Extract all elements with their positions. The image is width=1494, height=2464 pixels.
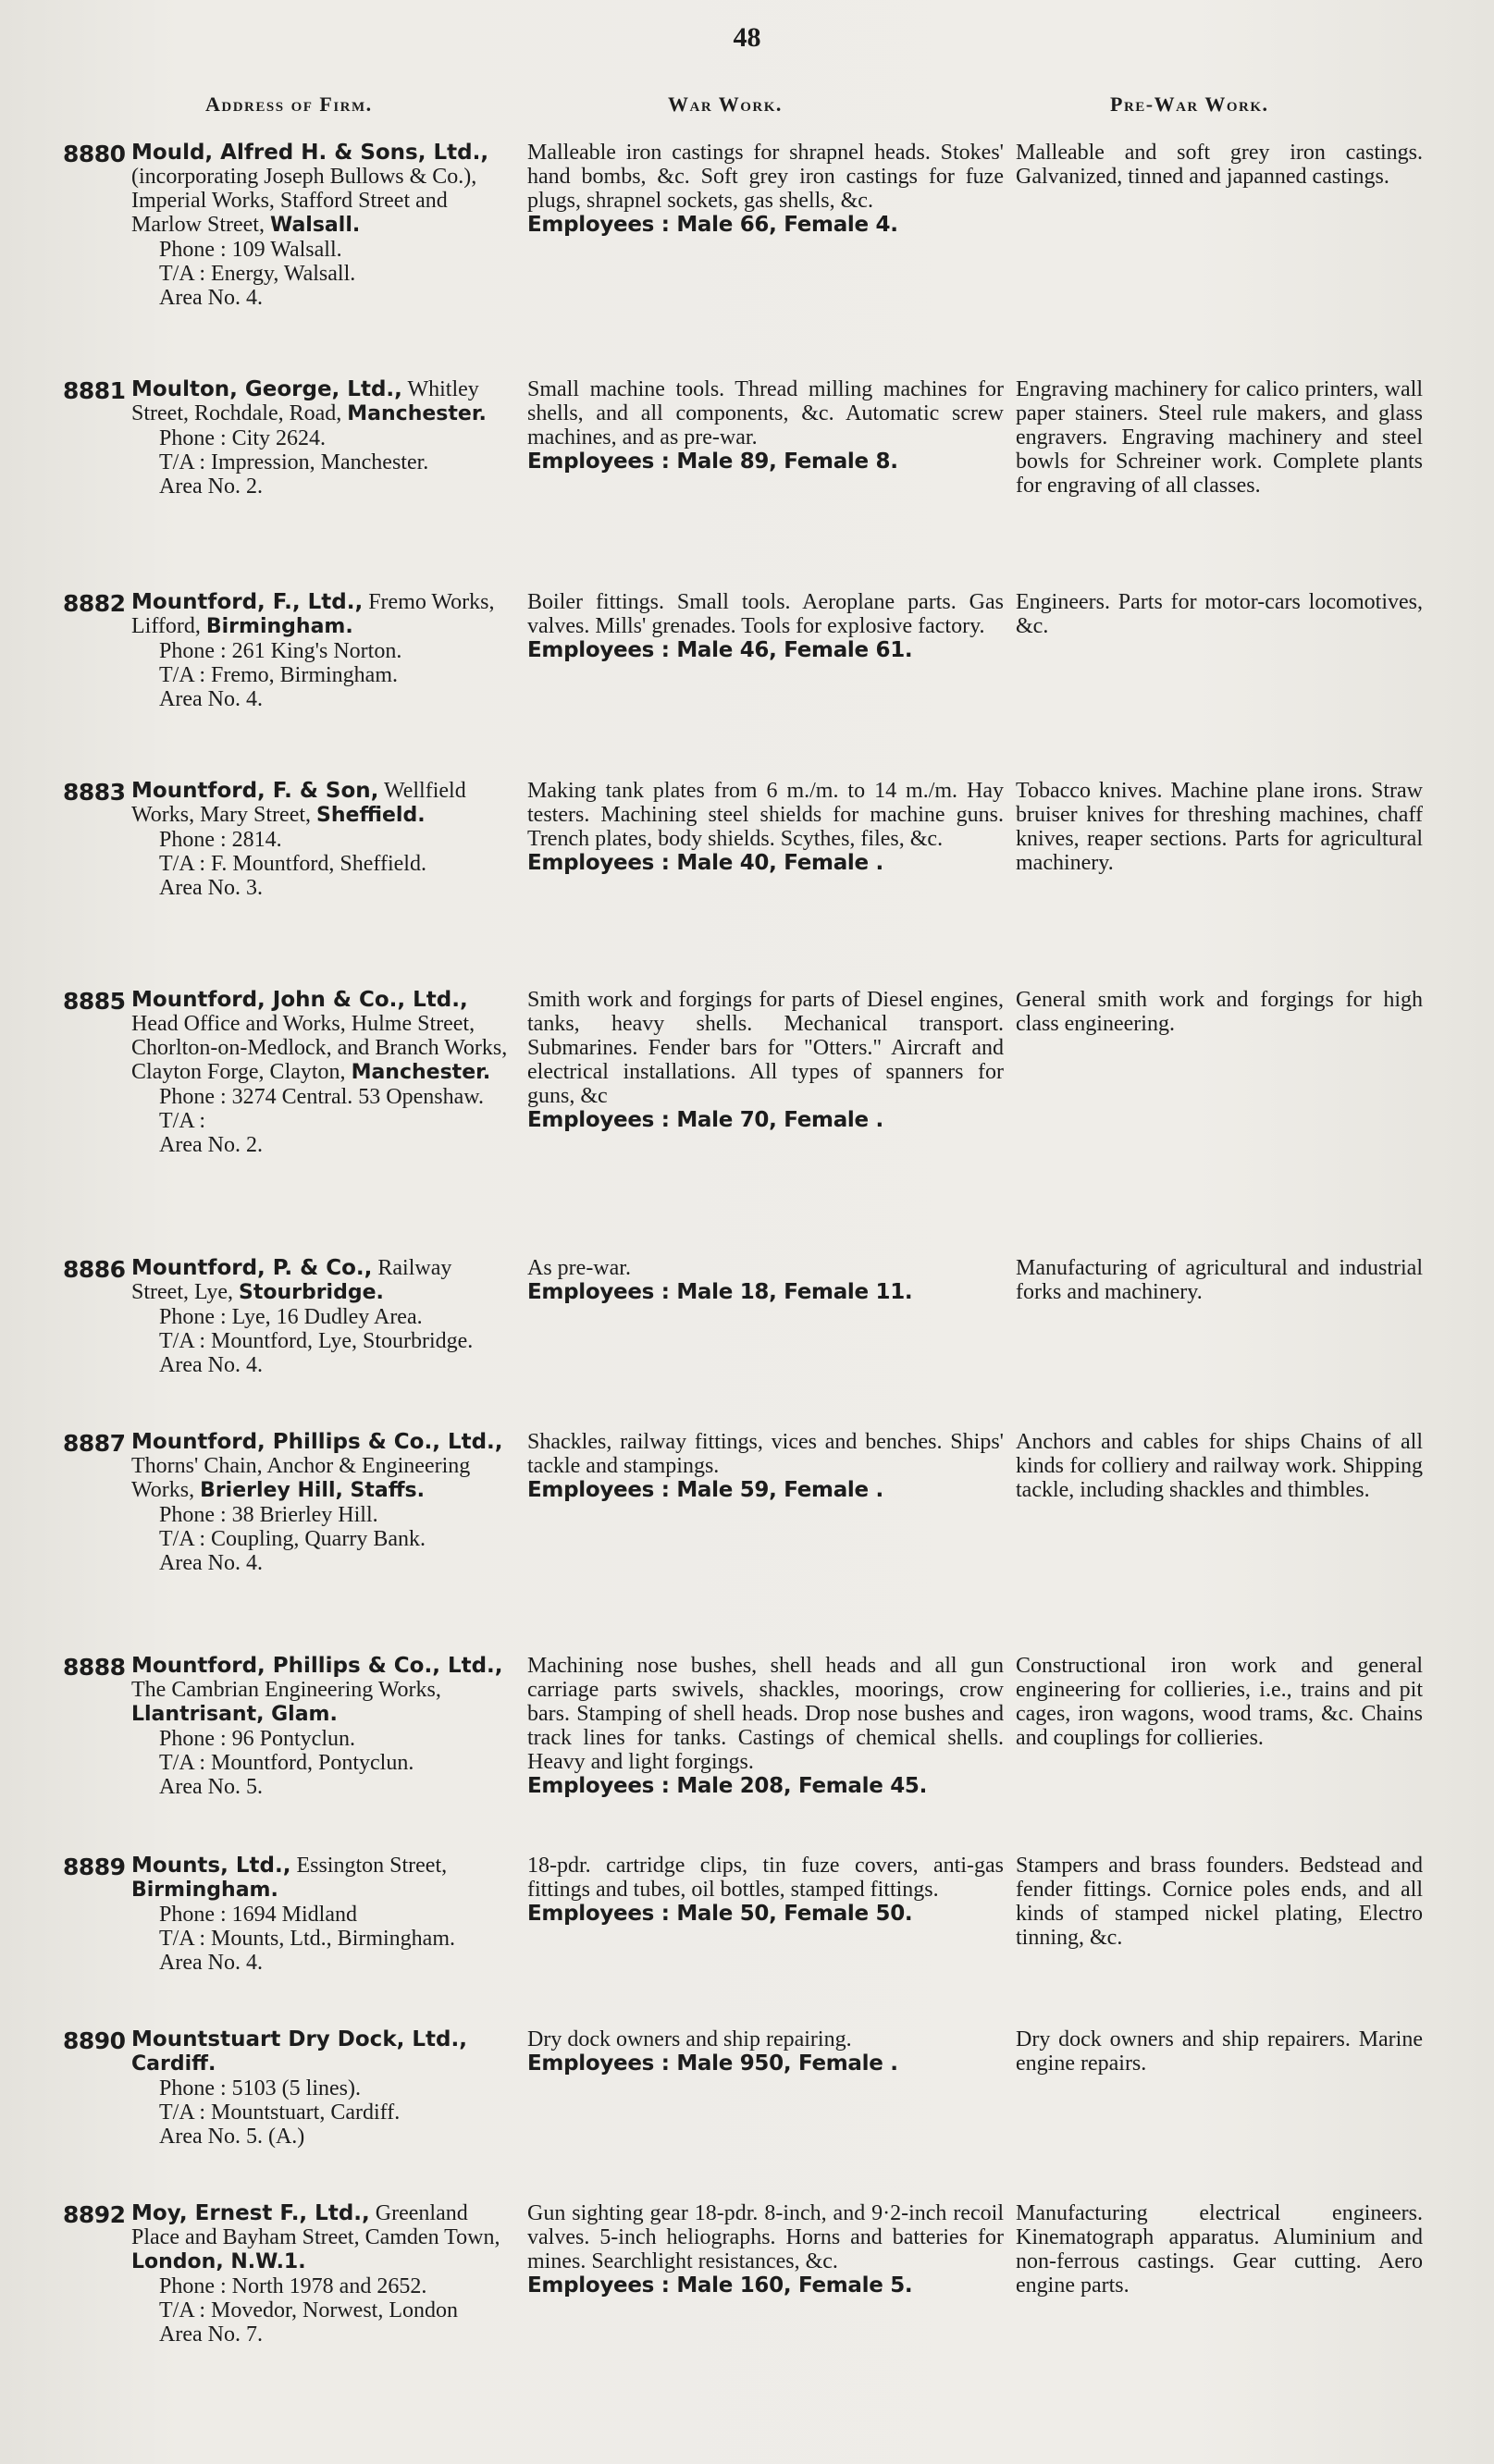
firm-name: Mountford, F., Ltd., [131, 590, 364, 614]
phone: Phone : City 2624. [159, 426, 327, 450]
firm-address [131, 2201, 511, 2347]
war-work-text: Smith work and forgings for parts of Diesel engines, tanks, heavy shells. Mechanical transport. Submarines. Fender bars for "Otters." Aircraft and electrical installations. All types of spanners for guns, &c [527, 988, 1004, 1108]
pre-war-work-text: Manufacturing of agricultural and industrial forks and machinery. [1016, 1256, 1423, 1304]
firm-address [131, 1654, 511, 1799]
war-work-text: 18-pdr. cartridge clips, tin fuze covers, anti-gas fittings and tubes, oil bottles, stamped fittings. [527, 1854, 1004, 1902]
area: Area No. 5. [159, 1775, 263, 1799]
war-work [527, 1854, 1004, 1926]
street-address: Head Office and Works, Hulme Street, Chorlton-on-Medlock, and Branch Works, Clayton Forge, Clayton, [131, 1012, 508, 1084]
area: Area No. 4. [159, 1353, 263, 1377]
street-address: Thorns' Chain, Anchor & Engineering Works, [131, 1454, 471, 1502]
street-address: Fremo Works, Lifford, [131, 590, 495, 638]
street-address: Greenland Place and Bayham Street, Camden Town, [131, 2201, 500, 2249]
phone: Phone : 2814. [159, 828, 282, 852]
city: Walsall. [269, 214, 361, 237]
entry-number: 8889 [63, 1854, 126, 1880]
war-work [527, 988, 1004, 1132]
firm-name: Mountstuart Dry Dock, Ltd., [131, 2027, 467, 2051]
area: Area No. 7. [159, 2322, 263, 2347]
war-work [527, 1654, 1004, 1798]
telegraphic-address: T/A : Mountford, Lye, Stourbridge. [159, 1329, 474, 1353]
pre-war-work [1016, 141, 1423, 189]
phone: Phone : 3274 Central. 53 Openshaw. [159, 1085, 485, 1109]
entry-number: 8887 [63, 1430, 126, 1457]
entry-number: 8890 [63, 2027, 126, 2054]
pre-war-work [1016, 779, 1423, 875]
street-address: Whitley Street, Rochdale, Road, [131, 377, 479, 425]
phone: Phone : 109 Walsall. [159, 238, 342, 262]
firm-name: Moulton, George, Ltd., [131, 377, 402, 401]
war-work [527, 2027, 1004, 2076]
city: Sheffield. [316, 804, 426, 827]
war-work-text: As pre-war. [527, 1256, 631, 1280]
street-address: The Cambrian Engineering Works, [131, 1678, 441, 1702]
city: Brierley Hill, Staffs. [200, 1479, 425, 1502]
employees: Employees : Male 950, Female . [527, 2051, 898, 2076]
street-address: Wellfield Works, Mary Street, [131, 779, 466, 827]
city: Manchester. [347, 402, 487, 425]
pre-war-work-text: Engraving machinery for calico printers, wall paper stainers. Steel rule makers, and glass engravers. Engraving machinery and steel bowls for Schreiner work. Complete plants for engraving of all classes. [1016, 377, 1423, 498]
area: Area No. 4. [159, 1551, 263, 1575]
area: Area No. 5. (A.) [159, 2125, 305, 2149]
telegraphic-address: T/A : Movedor, Norwest, London [159, 2298, 459, 2322]
telegraphic-address: T/A : Mountford, Pontyclun. [159, 1751, 414, 1775]
firm-address [131, 1256, 511, 1377]
pre-war-work-text: Stampers and brass founders. Bedstead and fender fittings. Cornice poles ends, and all kinds of stamped nickel plating, Electro tinning, &c. [1016, 1854, 1423, 1950]
phone: Phone : 5103 (5 lines). [159, 2076, 361, 2101]
telegraphic-address: T/A : [159, 1109, 206, 1133]
pre-war-work-text: Engineers. Parts for motor-cars locomotives, &c. [1016, 590, 1423, 638]
area: Area No. 4. [159, 687, 263, 711]
firm-address [131, 1854, 511, 1975]
war-work-text: Shackles, railway fittings, vices and benches. Ships' tackle and stampings. [527, 1430, 1004, 1478]
city: Birmingham. [205, 615, 353, 638]
firm-name: Mounts, Ltd., [131, 1854, 291, 1878]
pre-war-work [1016, 1854, 1423, 1950]
firm-name: Moy, Ernest F., Ltd., [131, 2201, 370, 2225]
employees: Employees : Male 160, Female 5. [527, 2273, 913, 2298]
pre-war-work [1016, 1654, 1423, 1750]
header-pre-war-work: Pre-War Work. [1110, 92, 1269, 116]
pre-war-work-text: General smith work and forgings for high class engineering. [1016, 988, 1423, 1036]
phone: Phone : Lye, 16 Dudley Area. [159, 1305, 423, 1329]
war-work-text: Machining nose bushes, shell heads and all gun carriage parts swivels, shackles, moorings, crow bars. Stamping of shell heads. Drop nose bushes and track lines for tanks. Castings of chemical shells. Heavy and light forgings. [527, 1654, 1004, 1774]
war-work [527, 2201, 1004, 2298]
pre-war-work [1016, 2027, 1423, 2076]
telegraphic-address: T/A : Fremo, Birmingham. [159, 663, 398, 687]
firm-address [131, 779, 511, 900]
city: Cardiff. [131, 2052, 216, 2076]
area: Area No. 2. [159, 1133, 263, 1157]
war-work [527, 590, 1004, 662]
telegraphic-address: T/A : Coupling, Quarry Bank. [159, 1527, 426, 1551]
entry-number: 8881 [63, 377, 126, 404]
street-address: Railway Street, Lye, [131, 1256, 452, 1304]
war-work-text: Dry dock owners and ship repairing. [527, 2027, 852, 2051]
phone: Phone : North 1978 and 2652. [159, 2274, 427, 2298]
firm-address [131, 377, 511, 499]
pre-war-work [1016, 1430, 1423, 1502]
war-work [527, 1430, 1004, 1502]
telegraphic-address: T/A : Energy, Walsall. [159, 262, 356, 286]
pre-war-work-text: Dry dock owners and ship repairers. Marine engine repairs. [1016, 2027, 1423, 2076]
pre-war-work-text: Constructional iron work and general engineering for collieries, i.e., trains and pit cages, iron wagons, wood trams, &c. Chains and couplings for collieries. [1016, 1654, 1423, 1750]
city: Stourbridge. [238, 1281, 384, 1304]
area: Area No. 4. [159, 286, 263, 310]
city: Manchester. [351, 1061, 491, 1084]
employees: Employees : Male 66, Female 4. [527, 213, 898, 237]
street-address: Essington Street, [296, 1854, 448, 1878]
pre-war-work [1016, 1256, 1423, 1304]
page-number: 48 [733, 22, 761, 53]
area: Area No. 4. [159, 1951, 263, 1975]
entry-number: 8882 [63, 590, 126, 617]
pre-war-work-text: Malleable and soft grey iron castings. Galvanized, tinned and japanned castings. [1016, 141, 1423, 189]
war-work [527, 1256, 1004, 1304]
phone: Phone : 261 King's Norton. [159, 639, 402, 663]
firm-name: Mountford, Phillips & Co., Ltd., [131, 1654, 503, 1678]
employees: Employees : Male 89, Female 8. [527, 450, 898, 474]
war-work-text: Making tank plates from 6 m./m. to 14 m./m. Hay testers. Machining steel shields for machine guns. Trench plates, body shields. Scythes, files, &c. [527, 779, 1004, 851]
war-work [527, 377, 1004, 474]
firm-address [131, 988, 511, 1157]
pre-war-work [1016, 2201, 1423, 2298]
war-work-text: Gun sighting gear 18-pdr. 8-inch, and 9·2-inch recoil valves. 5-inch heliographs. Horns and batteries for mines. Searchlight resistances, &c. [527, 2201, 1004, 2273]
firm-address [131, 1430, 511, 1575]
telegraphic-address: T/A : F. Mountford, Sheffield. [159, 852, 426, 876]
header-address: Address of Firm. [205, 92, 373, 116]
employees: Employees : Male 208, Female 45. [527, 1774, 928, 1798]
entry-number: 8892 [63, 2201, 126, 2228]
entry-number: 8883 [63, 779, 126, 806]
telegraphic-address: T/A : Mounts, Ltd., Birmingham. [159, 1927, 456, 1951]
entry-number: 8880 [63, 141, 126, 167]
telegraphic-address: T/A : Impression, Manchester. [159, 450, 429, 474]
area: Area No. 3. [159, 876, 263, 900]
firm-name: Mountford, Phillips & Co., Ltd., [131, 1430, 503, 1454]
pre-war-work-text: Anchors and cables for ships Chains of all kinds for colliery and railway work. Shipping tackle, including shackles and thimbles. [1016, 1430, 1423, 1502]
street-address: (incorporating Joseph Bullows & Co.), Imperial Works, Stafford Street and Marlow Street, [131, 165, 477, 237]
firm-address [131, 590, 511, 711]
war-work-text: Boiler fittings. Small tools. Aeroplane parts. Gas valves. Mills' grenades. Tools for explosive factory. [527, 590, 1004, 638]
pre-war-work-text: Tobacco knives. Machine plane irons. Straw bruiser knives for threshing machines, chaff knives, reaper sections. Parts for agricultural machinery. [1016, 779, 1423, 875]
employees: Employees : Male 59, Female . [527, 1478, 883, 1502]
phone: Phone : 38 Brierley Hill. [159, 1503, 378, 1527]
war-work [527, 141, 1004, 237]
pre-war-work [1016, 988, 1423, 1036]
employees: Employees : Male 18, Female 11. [527, 1280, 913, 1304]
phone: Phone : 1694 Midland [159, 1903, 357, 1927]
entry-number: 8886 [63, 1256, 126, 1283]
city: London, N.W.1. [131, 2250, 306, 2273]
war-work-text: Malleable iron castings for shrapnel heads. Stokes' hand bombs, &c. Soft grey iron castings for fuze plugs, shrapnel sockets, gas shells, &c. [527, 141, 1004, 213]
pre-war-work [1016, 377, 1423, 498]
pre-war-work-text: Manufacturing electrical engineers. Kinematograph apparatus. Aluminium and non-ferrous castings. Gear cutting. Aero engine parts. [1016, 2201, 1423, 2298]
war-work [527, 779, 1004, 875]
war-work-text: Small machine tools. Thread milling machines for shells, and all components, &c. Automatic screw machines, and as pre-war. [527, 377, 1004, 450]
firm-address [131, 141, 511, 310]
firm-address [131, 2027, 511, 2149]
city: Birmingham. [131, 1879, 278, 1902]
firm-name: Mountford, P. & Co., [131, 1256, 373, 1280]
firm-name: Mountford, F. & Son, [131, 779, 379, 803]
telegraphic-address: T/A : Mountstuart, Cardiff. [159, 2101, 401, 2125]
header-war-work: War Work. [668, 92, 783, 116]
area: Area No. 2. [159, 474, 263, 499]
firm-name: Mountford, John & Co., Ltd., [131, 988, 468, 1012]
employees: Employees : Male 70, Female . [527, 1108, 883, 1132]
employees: Employees : Male 46, Female 61. [527, 638, 913, 662]
employees: Employees : Male 40, Female . [527, 851, 883, 875]
employees: Employees : Male 50, Female 50. [527, 1902, 913, 1926]
firm-name: Mould, Alfred H. & Sons, Ltd., [131, 141, 489, 165]
city: Llantrisant, Glam. [131, 1703, 338, 1726]
phone: Phone : 96 Pontyclun. [159, 1727, 356, 1751]
entry-number: 8885 [63, 988, 126, 1015]
entry-number: 8888 [63, 1654, 126, 1681]
pre-war-work [1016, 590, 1423, 638]
